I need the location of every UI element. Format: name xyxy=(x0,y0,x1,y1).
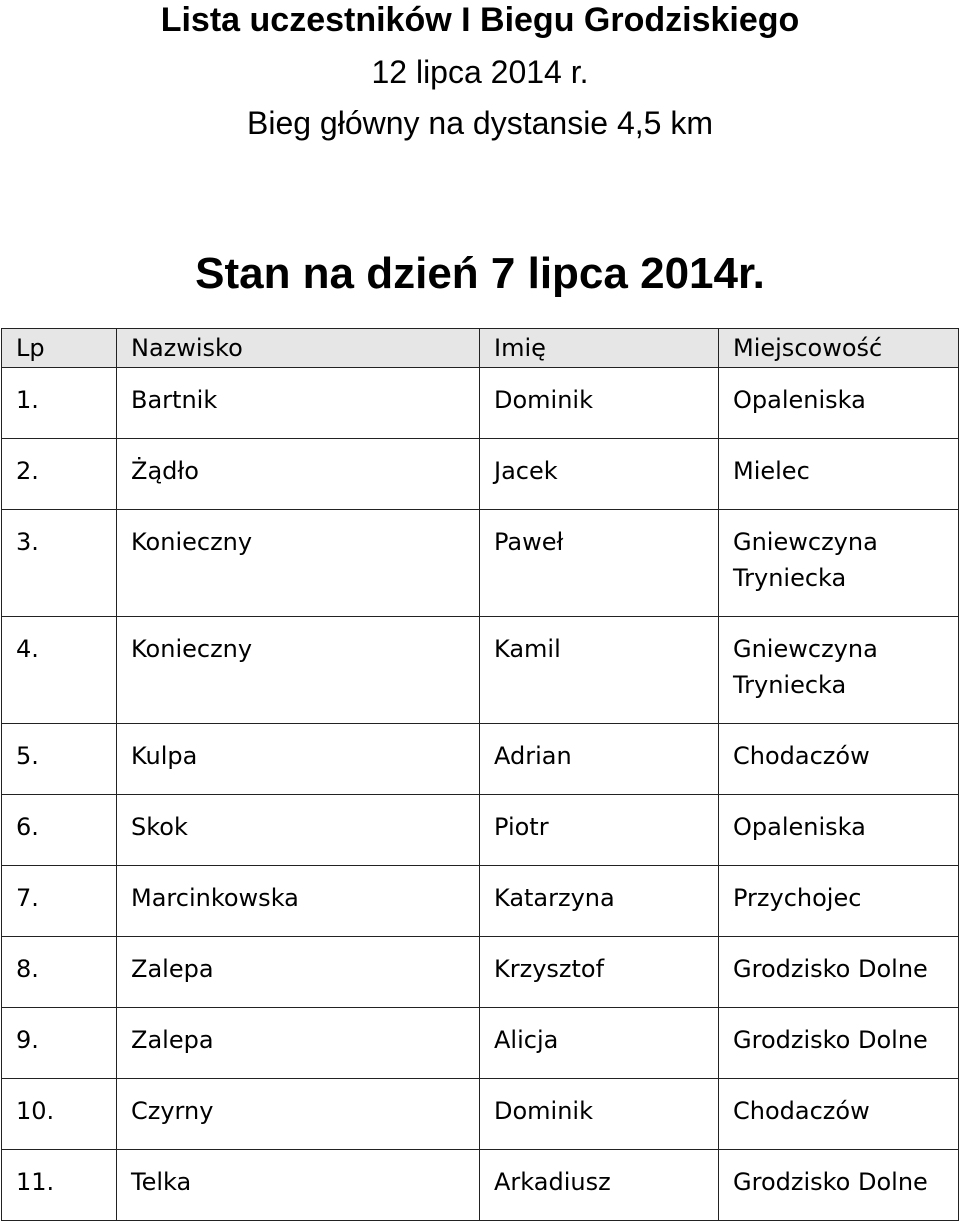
table-row xyxy=(2,510,959,617)
cell-lp: 10. xyxy=(2,1079,117,1150)
cell-imie: Krzysztof xyxy=(480,937,719,1008)
cell-nazwisko: Czyrny xyxy=(117,1079,480,1150)
cell-miejscowosc: Grodzisko Dolne xyxy=(719,1008,959,1079)
cell-nazwisko: Konieczny xyxy=(117,617,480,724)
participants-table xyxy=(1,328,959,1221)
status-date-heading: Stan na dzień 7 lipca 2014r. xyxy=(195,249,765,298)
cell-nazwisko: Zalepa xyxy=(117,1008,480,1079)
cell-imie: Dominik xyxy=(480,368,719,439)
table-header-row xyxy=(2,329,959,368)
cell-lp: 4. xyxy=(2,617,117,724)
table-row xyxy=(2,866,959,937)
cell-miejscowosc: Chodaczów xyxy=(719,1079,959,1150)
table-row xyxy=(2,368,959,439)
table-row xyxy=(2,937,959,1008)
cell-nazwisko: Bartnik xyxy=(117,368,480,439)
cell-lp: 7. xyxy=(2,866,117,937)
column-header-lp: Lp xyxy=(2,329,117,368)
event-date: 12 lipca 2014 r. xyxy=(371,54,589,90)
cell-lp: 9. xyxy=(2,1008,117,1079)
cell-miejscowosc: Gniewczyna Tryniecka xyxy=(719,510,959,617)
column-header-nazwisko: Nazwisko xyxy=(117,329,480,368)
cell-lp: 11. xyxy=(2,1150,117,1221)
table-row xyxy=(2,795,959,866)
cell-imie: Paweł xyxy=(480,510,719,617)
race-description: Bieg główny na dystansie 4,5 km xyxy=(246,105,714,141)
table-row xyxy=(2,439,959,510)
cell-lp: 5. xyxy=(2,724,117,795)
cell-miejscowosc: Chodaczów xyxy=(719,724,959,795)
cell-miejscowosc: Przychojec xyxy=(719,866,959,937)
cell-imie: Adrian xyxy=(480,724,719,795)
cell-imie: Piotr xyxy=(480,795,719,866)
cell-imie: Jacek xyxy=(480,439,719,510)
column-header-miejscowosc: Miejscowość xyxy=(719,329,959,368)
table-row xyxy=(2,1079,959,1150)
cell-imie: Arkadiusz xyxy=(480,1150,719,1221)
cell-nazwisko: Żądło xyxy=(117,439,480,510)
cell-nazwisko: Marcinkowska xyxy=(117,866,480,937)
cell-lp: 6. xyxy=(2,795,117,866)
cell-miejscowosc: Mielec xyxy=(719,439,959,510)
cell-imie: Dominik xyxy=(480,1079,719,1150)
cell-lp: 8. xyxy=(2,937,117,1008)
table-row xyxy=(2,1008,959,1079)
cell-nazwisko: Konieczny xyxy=(117,510,480,617)
cell-miejscowosc: Opaleniska xyxy=(719,368,959,439)
cell-nazwisko: Telka xyxy=(117,1150,480,1221)
cell-imie: Katarzyna xyxy=(480,866,719,937)
table-row xyxy=(2,1150,959,1221)
cell-miejscowosc: Opaleniska xyxy=(719,795,959,866)
column-header-imie: Imię xyxy=(480,329,719,368)
cell-lp: 1. xyxy=(2,368,117,439)
cell-miejscowosc: Grodzisko Dolne xyxy=(719,1150,959,1221)
cell-nazwisko: Skok xyxy=(117,795,480,866)
document-title: Lista uczestników I Biegu Grodziskiego xyxy=(160,1,800,39)
cell-nazwisko: Kulpa xyxy=(117,724,480,795)
cell-lp: 3. xyxy=(2,510,117,617)
cell-lp: 2. xyxy=(2,439,117,510)
cell-imie: Kamil xyxy=(480,617,719,724)
cell-miejscowosc: Grodzisko Dolne xyxy=(719,937,959,1008)
cell-nazwisko: Zalepa xyxy=(117,937,480,1008)
cell-imie: Alicja xyxy=(480,1008,719,1079)
table-row xyxy=(2,617,959,724)
table-row xyxy=(2,724,959,795)
cell-miejscowosc: Gniewczyna Tryniecka xyxy=(719,617,959,724)
